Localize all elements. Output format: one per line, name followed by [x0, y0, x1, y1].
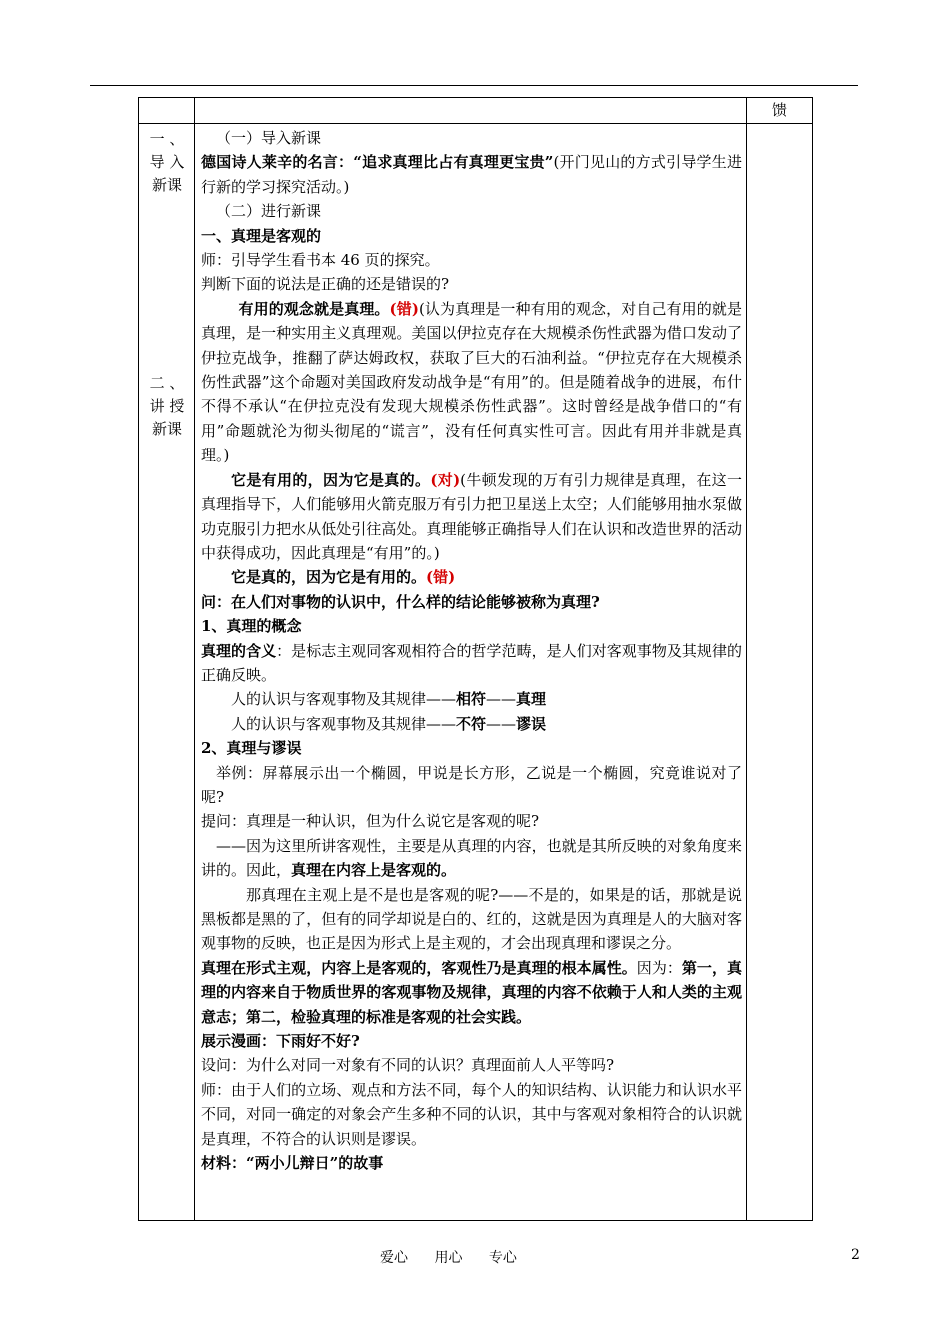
page-number: 2: [851, 1247, 860, 1263]
content-cell: [195, 124, 747, 1221]
section-teaching-heading: （二）进行新课: [216, 202, 322, 221]
stage-intro-label: 一 、 导 入 新课: [149, 130, 185, 194]
judgement-paragraph: 它是有用的，因为它是真的。(对)(牛顿发现的万有引力规律是真理，在这一真理指导下，人们能够用火箭克服万有引力把卫星送上太空；人们能够用抽水泵做功克服引力把水从低处引往高处。真理能够正确指导人们在认识和改造世界的活动中获得成功，因此真理是“有用”的。): [201, 470, 742, 562]
content-header-cell: [195, 98, 747, 124]
stage-teaching-label: 二 、 讲 授 新课: [149, 374, 185, 438]
paragraph: 判断下面的说法是正确的还是错误的?: [201, 275, 450, 294]
material-heading: 材料：“两小儿辩日”的故事: [201, 1154, 384, 1173]
topic-heading: 一、真理是客观的: [201, 226, 322, 245]
paragraph: ——因为这里所讲客观性，主要是从真理的内容，也就是其所反映的对象角度来讲的。因此，真理在内容上是客观的。: [201, 836, 742, 880]
quote-paragraph: 德国诗人莱辛的名言：“追求真理比占有真理更宝贵”(开门见山的方式引导学生进行新的学习探究活动。): [201, 153, 742, 196]
paragraph: 提问：真理是一种认识，但为什么说它是客观的呢?: [201, 812, 540, 831]
section-intro-heading: （一）导入新课: [216, 129, 322, 147]
subheading: 2、真理与谬误: [201, 739, 302, 758]
footer-motto: 爱心 用心 专心: [380, 1250, 517, 1266]
table-header-row: [139, 98, 813, 124]
question-paragraph: 问：在人们对事物的认识中，什么样的结论能够被称为真理?: [201, 592, 600, 611]
feedback-header-cell: 馈: [747, 98, 813, 124]
definition-paragraph: 真理的含义：是标志主观同客观相符合的哲学范畴，是人们对客观事物及其规律的正确反映。: [201, 641, 742, 684]
lesson-content: [195, 124, 746, 1175]
subheading: 1、真理的概念: [201, 617, 302, 636]
relation-line: 人的认识与客观事物及其规律——相符——真理: [231, 690, 547, 709]
judgement-paragraph: 有用的观念就是真理。(错)(认为真理是一种有用的观念，对自己有用的就是真理，是一种实用主义真理观。美国以伊拉克存在大规模杀伤性武器为借口发动了伊拉克战争，推翻了萨达姆政权，获取了巨大的石油利益。“伊拉克存在大规模杀伤性武器”这个命题对美国政府发动战争是“有用”的。但是随着战争的进展，布什不得不承认“在伊拉克没有发现大规模杀伤性武器”。这时曾经是战争借口的“有用”命题就沦为彻头彻尾的“谎言”，没有任何真实性可言。因此有用并非就是真理。): [201, 299, 742, 465]
paragraph: 那真理在主观上是不是也是客观的呢?——不是的，如果是的话，那就是说黑板都是黑的了，但有的同学却说是白的、红的，这就是因为真理是人的大脑对客观事物的反映，也正是因为形式上是主观的，才会出现真理和谬误之分。: [201, 885, 742, 953]
cartoon-heading: 展示漫画：下雨好不好?: [201, 1032, 360, 1051]
table-body-row: [139, 124, 813, 1221]
paragraph: 设问：为什么对同一对象有不同的认识？真理面前人人平等吗?: [201, 1056, 615, 1075]
paragraph: 师：由于人们的立场、观点和方法不同，每个人的知识结构、认识能力和认识水平不同，对同一确定的对象会产生多种不同的认识，其中与客观对象相符合的认识就是真理，不符合的认识则是谬误。: [201, 1080, 742, 1148]
stage-header-cell: [139, 98, 195, 124]
feedback-cell: [747, 124, 813, 1221]
paragraph: 举例：屏幕展示出一个椭圆，甲说是长方形，乙说是一个椭圆，究竟谁说对了呢?: [201, 763, 742, 806]
page-footer: [0, 1247, 950, 1267]
header-rule: [90, 85, 858, 86]
relation-line: 人的认识与客观事物及其规律——不符——谬误: [231, 714, 547, 733]
lesson-plan-table: [138, 97, 813, 1221]
judgement-paragraph: 它是真的，因为它是有用的。(错): [231, 568, 456, 587]
paragraph: 师：引导学生看书本 46 页的探究。: [201, 251, 440, 270]
stage-cell: [139, 124, 195, 1221]
conclusion-paragraph: 真理在形式主观，内容上是客观的，客观性乃是真理的根本属性。因为：第一，真理的内容来自于物质世界的客观事物及规律，真理的内容不依赖于人和人类的主观意志；第二，检验真理的标准是客观的社会实践。: [201, 958, 742, 1026]
